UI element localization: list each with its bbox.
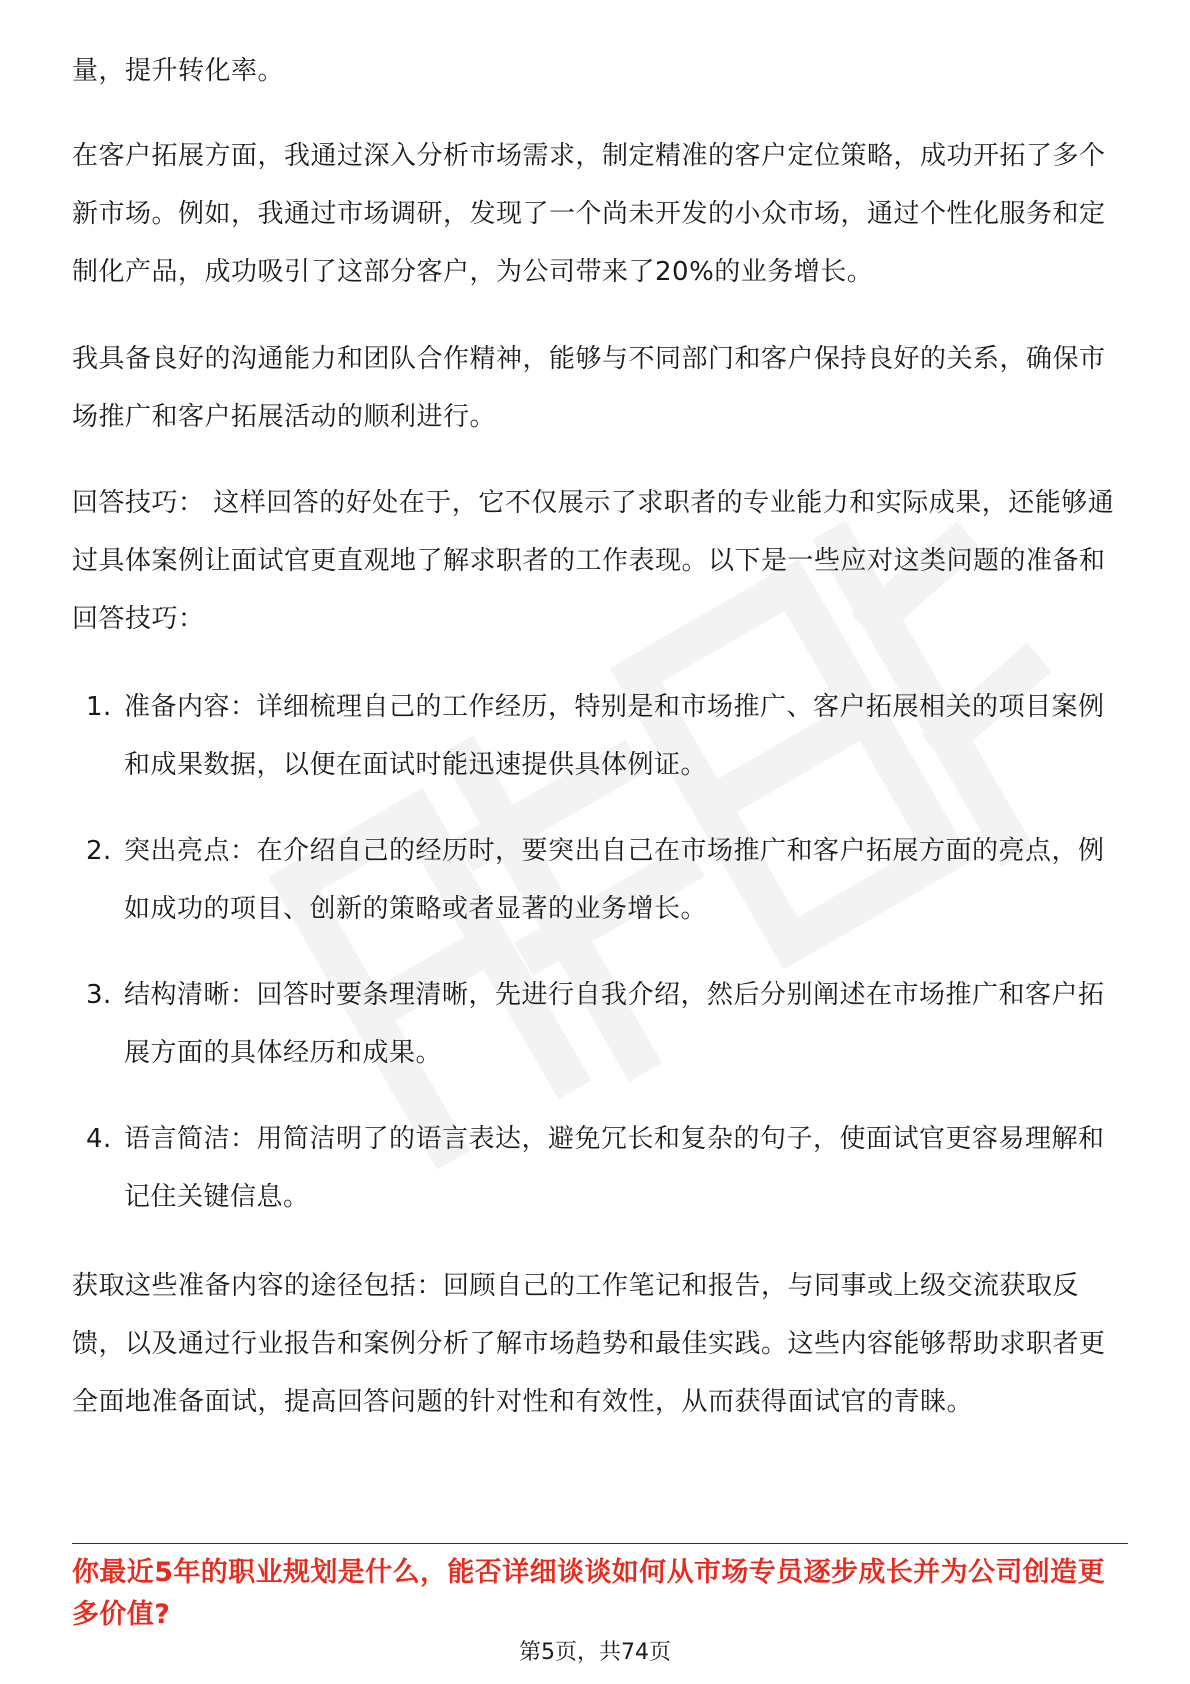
paragraph-communication: 我具备良好的沟通能力和团队合作精神，能够与不同部门和客户保持良好的关系，确保市场推广和客户拓展活动的顺利进行。 [72,344,1106,432]
page-number-footer: 第5页，共74页 [519,1640,671,1665]
list-item [72,966,1128,1082]
paragraph-customer-expansion: 在客户拓展方面，我通过深入分析市场需求，制定精准的客户定位策略，成功开拓了多个新市场。例如，我通过市场调研，发现了一个尚未开发的小众市场，通过个性化服务和定制化产品，成功吸引了这部分客户，为公司带来了20%的业务增长。 [72,141,1106,287]
paragraph-continuation: 量，提升转化率。 [72,56,285,86]
paragraph-answer-tips: 回答技巧： 这样回答的好处在于，它不仅展示了求职者的专业能力和实际成果，还能够通过具体案例让面试官更直观地了解求职者的工作表现。以下是一些应对这类问题的准备和回答技巧： [72,488,1115,634]
list-item-text: 语言简洁：用简洁明了的语言表达，避免冗长和复杂的句子，使面试官更容易理解和记住关键信息。 [124,1124,1105,1212]
list-item-number: 4. [86,1124,112,1154]
section-divider [72,1543,1128,1544]
list-item [72,822,1128,938]
list-item-text: 突出亮点：在介绍自己的经历时，要突出自己在市场推广和客户拓展方面的亮点，例如成功的项目、创新的策略或者显著的业务增长。 [124,836,1105,924]
tips-list [72,678,1128,1254]
list-item-text: 结构清晰：回答时要条理清晰，先进行自我介绍，然后分别阐述在市场推广和客户拓展方面的具体经历和成果。 [124,980,1105,1068]
list-item-number: 2. [86,836,112,866]
list-item [72,678,1128,794]
list-item-number: 1. [86,692,112,722]
list-item-number: 3. [86,980,112,1010]
paragraph-preparation-sources: 获取这些准备内容的途径包括：回顾自己的工作笔记和报告，与同事或上级交流获取反馈，以及通过行业报告和案例分析了解市场趋势和最佳实践。这些内容能够帮助求职者更全面地准备面试，提高回答问题的针对性和有效性，从而获得面试官的青睐。 [72,1271,1106,1417]
next-question-heading: 你最近5年的职业规划是什么，能否详细谈谈如何从市场专员逐步成长并为公司创造更多价值? [72,1557,1105,1630]
list-item-text: 准备内容：详细梳理自己的工作经历，特别是和市场推广、客户拓展相关的项目案例和成果数据，以便在面试时能迅速提供具体例证。 [124,692,1105,780]
list-item [72,1110,1128,1226]
